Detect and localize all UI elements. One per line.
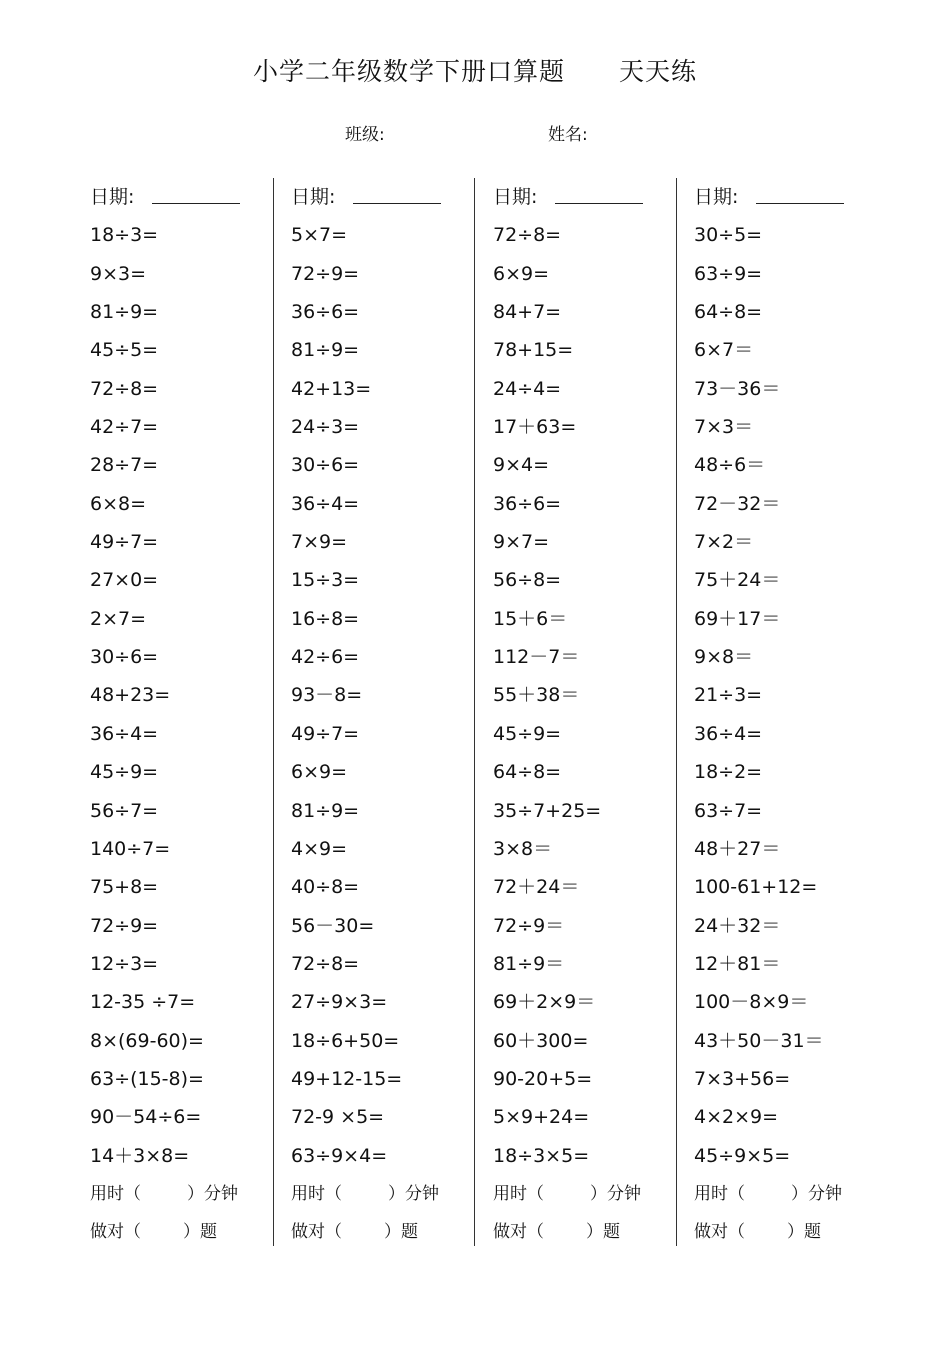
problem-item: 28÷7= [90,454,159,477]
problem-item: 6×9= [493,262,550,285]
problem-item: 15÷3= [291,569,360,592]
time-unit: ）分钟 [791,1183,842,1204]
problem-item: 27×0= [90,569,159,592]
problem-item: 30÷6= [291,454,360,477]
problem-item: 84+7= [493,301,562,324]
date-row [291,178,481,216]
problem-item: 7×2＝ [694,531,754,554]
problem-item: 72÷8= [90,377,159,400]
problem-item: 30÷5= [694,224,763,247]
title-main: 小学二年级数学下册口算题 [252,57,565,86]
problem-item: 81÷9= [291,339,360,362]
problem-item: 6×8= [90,492,147,515]
problem-item: 6×7＝ [694,339,754,362]
time-used-row [694,1175,884,1213]
problem-item: 24÷3= [291,416,360,439]
problem-item: 48÷6＝ [694,454,766,477]
problem-item: 81÷9= [291,799,360,822]
problem-item: 14＋3×8= [90,1144,190,1167]
problem-item: 56÷7= [90,799,159,822]
problem-item: 90－54÷6= [90,1106,202,1129]
problem-item: 9×7= [493,531,550,554]
problem-item: 45÷5= [90,339,159,362]
problem-item: 112－7＝ [493,646,580,669]
time-label: 用时（ [493,1183,544,1204]
problem-item: 36÷4= [90,722,159,745]
problem-item: 36÷4= [694,722,763,745]
problem-item: 49÷7= [291,722,360,745]
problem-item: 40÷8= [291,876,360,899]
problem-item: 60＋300= [493,1029,589,1052]
problem-column-4 [694,178,884,1246]
problem-item: 12＋81＝ [694,952,781,975]
name-label: 姓名: [548,125,588,145]
problem-item: 55＋38＝ [493,684,580,707]
problem-item: 5×9+24= [493,1106,590,1129]
problem-item: 63÷(15-8)= [90,1067,204,1090]
problem-item: 9×3= [90,262,147,285]
date-row [493,178,683,216]
problem-item: 21÷3= [694,684,763,707]
correct-count-row [694,1213,884,1251]
problem-item: 78+15= [493,339,574,362]
problem-item: 49+12-15= [291,1067,403,1090]
problem-item: 2×7= [90,607,147,630]
correct-label: 做对（ [90,1222,141,1243]
problem-item: 72÷9＝ [493,914,565,937]
problem-item: 81÷9= [90,301,159,324]
problem-item: 72÷8= [291,952,360,975]
time-unit: ）分钟 [187,1183,238,1204]
problem-item: 72－32＝ [694,492,781,515]
problem-column-3 [493,178,683,1246]
problem-item: 36÷6= [493,492,562,515]
problem-item: 4×2×9= [694,1106,779,1129]
problem-item: 24＋32＝ [694,914,781,937]
correct-label: 做对（ [493,1222,544,1243]
problem-item: 18÷3×5= [493,1144,590,1167]
correct-unit: ）题 [586,1222,620,1243]
problem-item: 7×9= [291,531,348,554]
date-row [694,178,884,216]
problem-item: 15＋6＝ [493,607,568,630]
problem-item: 36÷4= [291,492,360,515]
problem-item: 9×8＝ [694,646,754,669]
problem-item: 93－8= [291,684,363,707]
time-used-row [493,1175,683,1213]
problem-item: 140÷7= [90,837,171,860]
time-unit: ）分钟 [388,1183,439,1204]
date-row [90,178,280,216]
correct-label: 做对（ [694,1222,745,1243]
problem-item: 63÷9×4= [291,1144,388,1167]
problem-item: 27÷9×3= [291,991,388,1014]
problem-item: 17＋63= [493,416,577,439]
date-label: 日期: [291,186,336,208]
problem-item: 45÷9= [90,761,159,784]
correct-unit: ）题 [183,1222,217,1243]
problem-item: 45÷9= [493,722,562,745]
problem-item: 72÷9= [291,262,360,285]
problem-item: 3×8＝ [493,837,553,860]
problem-item: 56－30= [291,914,375,937]
problem-item: 100－8×9＝ [694,991,809,1014]
problem-item: 16÷8= [291,607,360,630]
problem-item: 48+23= [90,684,171,707]
problem-item: 64÷8= [493,761,562,784]
problem-item: 69＋2×9＝ [493,991,596,1014]
problem-item: 90-20+5= [493,1067,593,1090]
problem-column-1 [90,178,280,1246]
problem-item: 73－36＝ [694,377,781,400]
time-used-row [291,1175,481,1213]
title-sub: 天天练 [619,57,698,86]
problem-item: 7×3＝ [694,416,754,439]
problem-item: 18÷2= [694,761,763,784]
problem-column-2 [291,178,481,1246]
problem-item: 42÷7= [90,416,159,439]
correct-count-row [90,1213,280,1251]
date-blank-line[interactable] [555,203,643,204]
problem-item: 81÷9＝ [493,952,565,975]
problem-item: 7×3+56= [694,1067,791,1090]
problem-item: 75+8= [90,876,159,899]
problem-item: 43＋50－31＝ [694,1029,824,1052]
problem-item: 72＋24＝ [493,876,580,899]
problem-item: 72-9 ×5= [291,1106,385,1129]
correct-unit: ）题 [787,1222,821,1243]
problem-item: 45÷9×5= [694,1144,791,1167]
problem-item: 12-35 ÷7= [90,991,196,1014]
time-label: 用时（ [291,1183,342,1204]
problem-item: 63÷9= [694,262,763,285]
problem-item: 30÷6= [90,646,159,669]
problem-item: 56÷8= [493,569,562,592]
problem-item: 42+13= [291,377,372,400]
date-label: 日期: [694,186,739,208]
problem-item: 6×9= [291,761,348,784]
class-label: 班级: [345,125,385,145]
correct-label: 做对（ [291,1222,342,1243]
problem-item: 9×4= [493,454,550,477]
problem-item: 12÷3= [90,952,159,975]
problem-item: 63÷7= [694,799,763,822]
time-unit: ）分钟 [590,1183,641,1204]
problem-item: 69＋17＝ [694,607,781,630]
problem-item: 18÷6+50= [291,1029,400,1052]
problem-item: 42÷6= [291,646,360,669]
problem-item: 24÷4= [493,377,562,400]
problem-item: 36÷6= [291,301,360,324]
problem-item: 72÷9= [90,914,159,937]
correct-unit: ）题 [384,1222,418,1243]
time-used-row [90,1175,280,1213]
problem-item: 72÷8= [493,224,562,247]
correct-count-row [493,1213,683,1251]
date-blank-line[interactable] [756,203,844,204]
problem-item: 100-61+12= [694,876,818,899]
problem-item: 75＋24＝ [694,569,781,592]
date-label: 日期: [493,186,538,208]
problem-item: 4×9= [291,837,348,860]
time-label: 用时（ [694,1183,745,1204]
page-title [0,52,950,88]
date-blank-line[interactable] [152,203,240,204]
time-label: 用时（ [90,1183,141,1204]
problem-item: 64÷8= [694,301,763,324]
problem-item: 48＋27＝ [694,837,781,860]
problem-item: 49÷7= [90,531,159,554]
problem-item: 18÷3= [90,224,159,247]
date-blank-line[interactable] [353,203,441,204]
problem-item: 35÷7+25= [493,799,602,822]
problem-item: 8×(69-60)= [90,1029,204,1052]
correct-count-row [291,1213,481,1251]
date-label: 日期: [90,186,135,208]
problem-item: 5×7= [291,224,348,247]
